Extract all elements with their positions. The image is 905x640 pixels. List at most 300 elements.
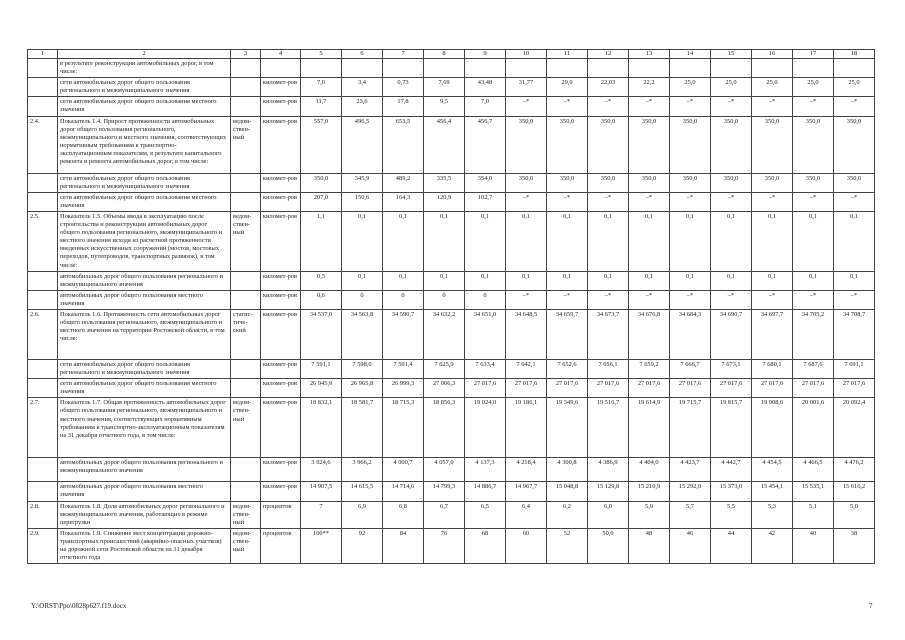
value-cell: 7,69: [424, 78, 465, 97]
value-cell: 52: [547, 528, 588, 563]
row-number-cell: [28, 482, 58, 501]
value-cell: 4 137,3: [465, 458, 506, 482]
indicator-name-cell: Показатель 1.9. Снижение мест концентрации дорожно-транспортных происшествий (аварийно-опасных участков) на дорожной сети Ростовской области на 31 декабря отчетного года: [58, 528, 231, 563]
table-row: [28, 211, 875, 271]
value-cell: 350,0: [506, 173, 547, 192]
value-cell: 6,0: [588, 501, 629, 528]
column-header: 13: [629, 50, 670, 59]
value-cell: 19 024,0: [465, 398, 506, 458]
unit-cell: километ-ров: [261, 116, 301, 173]
indicator-name-cell: сети автомобильных дорог общего пользования местного значения: [58, 97, 231, 116]
value-cell: 0,1: [424, 271, 465, 290]
value-cell: 34 648,5: [506, 309, 547, 359]
value-cell: 0,1: [342, 271, 383, 290]
value-cell: 27 006,3: [424, 379, 465, 398]
value-cell: –*: [752, 97, 793, 116]
value-cell: 7,0: [465, 97, 506, 116]
value-cell: 27 017,6: [670, 379, 711, 398]
value-cell: –*: [752, 192, 793, 211]
source-cell: статис-тиче-ский: [231, 309, 261, 359]
value-cell: 19 349,6: [547, 398, 588, 458]
column-header: 2: [58, 50, 231, 59]
value-cell: 27 017,6: [465, 379, 506, 398]
value-cell: 7,0: [301, 78, 342, 97]
value-cell: 0,6: [301, 290, 342, 309]
value-cell: 25,0: [752, 78, 793, 97]
value-cell: 0,1: [547, 211, 588, 271]
indicator-name-cell: сети автомобильных дорог общего пользования регионального и межмуниципального значения: [58, 173, 231, 192]
unit-cell: километ-ров: [261, 271, 301, 290]
value-cell: 14 886,7: [465, 482, 506, 501]
indicator-name-cell: сети автомобильных дорог общего пользования местного значения: [58, 192, 231, 211]
value-cell: [670, 59, 711, 78]
value-cell: 34 690,7: [711, 309, 752, 359]
value-cell: 0,1: [424, 211, 465, 271]
value-cell: 350,0: [752, 116, 793, 173]
value-cell: 15 373,0: [711, 482, 752, 501]
indicator-name-cell: в результате реконструкции автомобильных дорог, в том числе:: [58, 59, 231, 78]
value-cell: [465, 59, 506, 78]
value-cell: 6,2: [547, 501, 588, 528]
source-cell: ведом-ствен-ный: [231, 528, 261, 563]
value-cell: 120,9: [424, 192, 465, 211]
value-cell: –*: [506, 192, 547, 211]
unit-cell: километ-ров: [261, 211, 301, 271]
value-cell: 60: [506, 528, 547, 563]
value-cell: 19 815,7: [711, 398, 752, 458]
value-cell: –*: [506, 97, 547, 116]
value-cell: –*: [588, 97, 629, 116]
value-cell: 350,0: [547, 173, 588, 192]
value-cell: 7 625,9: [424, 359, 465, 378]
value-cell: 0,1: [629, 211, 670, 271]
value-cell: 14 615,5: [342, 482, 383, 501]
row-number-cell: 2.9.: [28, 528, 58, 563]
column-header: 15: [711, 50, 752, 59]
value-cell: 0,1: [342, 211, 383, 271]
table-row: [28, 528, 875, 563]
value-cell: 3 966,2: [342, 458, 383, 482]
value-cell: 4 466,5: [793, 458, 834, 482]
value-cell: 0: [342, 290, 383, 309]
column-header: 10: [506, 50, 547, 59]
unit-cell: километ-ров: [261, 192, 301, 211]
value-cell: 34 651,0: [465, 309, 506, 359]
row-number-cell: [28, 379, 58, 398]
value-cell: 34 659,7: [547, 309, 588, 359]
value-cell: 7 687,6: [793, 359, 834, 378]
value-cell: 22,03: [588, 78, 629, 97]
source-cell: [231, 379, 261, 398]
source-cell: ведом-ствен-ный: [231, 398, 261, 458]
value-cell: 0: [383, 290, 424, 309]
value-cell: 34 563,8: [342, 309, 383, 359]
value-cell: 27 017,6: [547, 379, 588, 398]
value-cell: –*: [752, 290, 793, 309]
value-cell: 0,1: [834, 211, 875, 271]
column-header: 3: [231, 50, 261, 59]
indicator-name-cell: Показатель 1.8. Доля автомобильных дорог регионального и межмуниципального значения, работающих в режиме перегрузки: [58, 501, 231, 528]
value-cell: 6,7: [424, 501, 465, 528]
value-cell: 7 591,4: [383, 359, 424, 378]
value-cell: 0,1: [465, 211, 506, 271]
source-cell: [231, 271, 261, 290]
value-cell: 34 697,7: [752, 309, 793, 359]
unit-cell: [261, 59, 301, 78]
indicator-name-cell: сети автомобильных дорог общего пользования местного значения: [58, 379, 231, 398]
value-cell: 44: [711, 528, 752, 563]
value-cell: 18 832,1: [301, 398, 342, 458]
value-cell: –*: [629, 290, 670, 309]
value-cell: [547, 59, 588, 78]
value-cell: –*: [588, 290, 629, 309]
value-cell: 14 799,3: [424, 482, 465, 501]
value-cell: [424, 59, 465, 78]
value-cell: 18 856,3: [424, 398, 465, 458]
row-number-cell: 2.4.: [28, 116, 58, 173]
value-cell: 0,1: [752, 271, 793, 290]
value-cell: 350,0: [834, 173, 875, 192]
value-cell: 3,4: [342, 78, 383, 97]
row-number-cell: [28, 359, 58, 378]
value-cell: 34 673,7: [588, 309, 629, 359]
value-cell: 92: [342, 528, 383, 563]
value-cell: 0,1: [465, 271, 506, 290]
value-cell: –*: [793, 290, 834, 309]
source-cell: [231, 97, 261, 116]
value-cell: 31,77: [506, 78, 547, 97]
value-cell: [752, 59, 793, 78]
value-cell: [834, 59, 875, 78]
value-cell: –*: [547, 97, 588, 116]
value-cell: 14 967,7: [506, 482, 547, 501]
value-cell: 18 715,3: [383, 398, 424, 458]
value-cell: 34 684,3: [670, 309, 711, 359]
value-cell: 42: [752, 528, 793, 563]
source-cell: ведом-ствен-ный: [231, 501, 261, 528]
value-cell: 0,1: [506, 211, 547, 271]
row-number-cell: [28, 290, 58, 309]
value-cell: 25,0: [711, 78, 752, 97]
value-cell: 48: [629, 528, 670, 563]
value-cell: 0,73: [383, 78, 424, 97]
indicator-name-cell: автомобильных дорог общего пользования регионального и межмуниципального значения: [58, 458, 231, 482]
row-number-cell: [28, 78, 58, 97]
column-header: 18: [834, 50, 875, 59]
row-number-cell: 2.7.: [28, 398, 58, 458]
unit-cell: километ-ров: [261, 458, 301, 482]
value-cell: 7 656,1: [588, 359, 629, 378]
value-cell: –*: [629, 97, 670, 116]
value-cell: 27 017,6: [506, 379, 547, 398]
value-cell: 15 129,8: [588, 482, 629, 501]
value-cell: 4 000,7: [383, 458, 424, 482]
value-cell: 22,2: [629, 78, 670, 97]
value-cell: 27 017,6: [752, 379, 793, 398]
value-cell: 17,8: [383, 97, 424, 116]
value-cell: 9,5: [424, 97, 465, 116]
value-cell: 25,0: [834, 78, 875, 97]
value-cell: –*: [506, 290, 547, 309]
value-cell: 5,0: [834, 501, 875, 528]
value-cell: –*: [547, 192, 588, 211]
value-cell: 43,48: [465, 78, 506, 97]
value-cell: 4 442,7: [711, 458, 752, 482]
value-cell: 26 999,3: [383, 379, 424, 398]
value-cell: 34 676,8: [629, 309, 670, 359]
value-cell: –*: [588, 192, 629, 211]
indicator-name-cell: сети автомобильных дорог общего пользования регионального и межмуниципального значения: [58, 359, 231, 378]
value-cell: –*: [834, 192, 875, 211]
table-row: [28, 116, 875, 173]
row-number-cell: [28, 173, 58, 192]
value-cell: 27 017,6: [834, 379, 875, 398]
indicator-name-cell: Показатель 1.7. Общая протяженность автомобильных дорог общего пользования регионального, межмуниципального и местного значения, соответствующих нормативным требованиям к транспортно-эксплуатационным показателям на 31 декабря отчетного года, в том числе:: [58, 398, 231, 458]
value-cell: 456,4: [424, 116, 465, 173]
value-cell: 350,0: [711, 116, 752, 173]
source-cell: [231, 78, 261, 97]
value-cell: 76: [424, 528, 465, 563]
value-cell: 19 908,6: [752, 398, 793, 458]
value-cell: [588, 59, 629, 78]
value-cell: 4 218,4: [506, 458, 547, 482]
value-cell: [711, 59, 752, 78]
value-cell: 38: [834, 528, 875, 563]
value-cell: 23,6: [342, 97, 383, 116]
value-cell: 0,1: [711, 211, 752, 271]
value-cell: 0,1: [506, 271, 547, 290]
value-cell: 34 708,7: [834, 309, 875, 359]
value-cell: 0,1: [383, 211, 424, 271]
indicator-name-cell: Показатель 1.6. Протяженность сети автомобильных дорог общего пользования регионального, межмуниципального и местного значения на территории Ростовской области, в том числе:: [58, 309, 231, 359]
value-cell: 26 965,8: [342, 379, 383, 398]
value-cell: 5,7: [670, 501, 711, 528]
value-cell: 4 476,2: [834, 458, 875, 482]
unit-cell: километ-ров: [261, 482, 301, 501]
value-cell: 11,7: [301, 97, 342, 116]
value-cell: 0: [424, 290, 465, 309]
value-cell: 0,1: [383, 271, 424, 290]
value-cell: 7 673,1: [711, 359, 752, 378]
value-cell: 15 535,1: [793, 482, 834, 501]
unit-cell: километ-ров: [261, 290, 301, 309]
value-cell: –*: [629, 192, 670, 211]
source-cell: [231, 59, 261, 78]
value-cell: 350,0: [588, 173, 629, 192]
value-cell: 0,1: [793, 271, 834, 290]
value-cell: 7 642,1: [506, 359, 547, 378]
value-cell: 0,1: [793, 211, 834, 271]
unit-cell: километ-ров: [261, 309, 301, 359]
source-cell: [231, 458, 261, 482]
value-cell: 0,1: [588, 211, 629, 271]
value-cell: 14 714,6: [383, 482, 424, 501]
value-cell: 350,0: [752, 173, 793, 192]
value-cell: 7 591,1: [301, 359, 342, 378]
value-cell: 0,1: [670, 271, 711, 290]
value-cell: [342, 59, 383, 78]
value-cell: 7 633,4: [465, 359, 506, 378]
indicator-name-cell: автомобильных дорог общего пользования регионального и межмуниципального значения: [58, 271, 231, 290]
value-cell: 15 210,9: [629, 482, 670, 501]
value-cell: 496,5: [342, 116, 383, 173]
value-cell: 46: [670, 528, 711, 563]
table-row: [28, 398, 875, 458]
value-cell: 15 616,2: [834, 482, 875, 501]
value-cell: 5,5: [711, 501, 752, 528]
value-cell: 68: [465, 528, 506, 563]
source-cell: [231, 192, 261, 211]
value-cell: 50,0: [588, 528, 629, 563]
value-cell: 350,0: [588, 116, 629, 173]
value-cell: 164,3: [383, 192, 424, 211]
value-cell: 350,0: [711, 173, 752, 192]
value-cell: 350,0: [629, 116, 670, 173]
value-cell: 102,7: [465, 192, 506, 211]
column-header: 11: [547, 50, 588, 59]
value-cell: 7 659,2: [629, 359, 670, 378]
table-row: [28, 379, 875, 398]
value-cell: 34 632,2: [424, 309, 465, 359]
value-cell: 34 590,7: [383, 309, 424, 359]
value-cell: 15 454,1: [752, 482, 793, 501]
value-cell: 27 017,6: [629, 379, 670, 398]
indicator-name-cell: сети автомобильных дорог общего пользования регионального и межмуниципального значения: [58, 78, 231, 97]
table-row: [28, 192, 875, 211]
value-cell: –*: [670, 192, 711, 211]
value-cell: 4 454,5: [752, 458, 793, 482]
value-cell: 6,4: [506, 501, 547, 528]
row-number-cell: [28, 458, 58, 482]
value-cell: 0: [465, 290, 506, 309]
value-cell: 3 924,6: [301, 458, 342, 482]
table-row: [28, 359, 875, 378]
value-cell: 20 092,4: [834, 398, 875, 458]
value-cell: –*: [834, 290, 875, 309]
value-cell: 25,0: [793, 78, 834, 97]
value-cell: –*: [711, 290, 752, 309]
value-cell: 335,5: [424, 173, 465, 192]
value-cell: 7 680,1: [752, 359, 793, 378]
unit-cell: километ-ров: [261, 97, 301, 116]
value-cell: 350,0: [670, 116, 711, 173]
column-header: 7: [383, 50, 424, 59]
value-cell: 20 001,6: [793, 398, 834, 458]
value-cell: 34 705,2: [793, 309, 834, 359]
value-cell: 0,1: [752, 211, 793, 271]
value-cell: 18 581,7: [342, 398, 383, 458]
row-number-cell: [28, 271, 58, 290]
page-number: 7: [869, 602, 873, 610]
value-cell: 27 017,6: [711, 379, 752, 398]
source-cell: ведом-ствен-ный: [231, 211, 261, 271]
value-cell: 0,1: [670, 211, 711, 271]
value-cell: 7: [301, 501, 342, 528]
row-number-cell: 2.5.: [28, 211, 58, 271]
value-cell: 15 048,8: [547, 482, 588, 501]
value-cell: 350,0: [670, 173, 711, 192]
value-cell: –*: [834, 97, 875, 116]
value-cell: 4 386,9: [588, 458, 629, 482]
value-cell: 19 516,7: [588, 398, 629, 458]
table-row: [28, 501, 875, 528]
value-cell: 456,7: [465, 116, 506, 173]
value-cell: 0,5: [301, 271, 342, 290]
unit-cell: километ-ров: [261, 359, 301, 378]
table-row: [28, 482, 875, 501]
source-cell: [231, 173, 261, 192]
column-header: 14: [670, 50, 711, 59]
row-number-cell: [28, 192, 58, 211]
unit-cell: процентов: [261, 501, 301, 528]
value-cell: –*: [670, 97, 711, 116]
value-cell: 29,0: [547, 78, 588, 97]
value-cell: 19 715,7: [670, 398, 711, 458]
value-cell: 5,1: [793, 501, 834, 528]
value-cell: 25,0: [670, 78, 711, 97]
value-cell: 7 691,1: [834, 359, 875, 378]
table-row: [28, 458, 875, 482]
value-cell: 7 598,0: [342, 359, 383, 378]
value-cell: [506, 59, 547, 78]
unit-cell: километ-ров: [261, 379, 301, 398]
column-header: 12: [588, 50, 629, 59]
value-cell: 34 537,0: [301, 309, 342, 359]
value-cell: 0,1: [629, 271, 670, 290]
header-row: [28, 50, 875, 59]
value-cell: 4 300,8: [547, 458, 588, 482]
value-cell: 4 404,0: [629, 458, 670, 482]
value-cell: 6,8: [383, 501, 424, 528]
value-cell: 27 017,6: [588, 379, 629, 398]
row-number-cell: [28, 97, 58, 116]
value-cell: 207,0: [301, 192, 342, 211]
indicator-name-cell: Показатель 1.4. Прирост протяженности автомобильных дорог общего пользования регионального, межмуниципального и местного значения, соответствующих нормативным требованиям к транспортно-эксплуатационным показателям, в результате капитального ремонта и ремонта автомобильных дорог, в том числе:: [58, 116, 231, 173]
value-cell: 7 666,7: [670, 359, 711, 378]
unit-cell: километ-ров: [261, 398, 301, 458]
value-cell: 350,0: [301, 173, 342, 192]
value-cell: –*: [711, 192, 752, 211]
value-cell: 5,9: [629, 501, 670, 528]
value-cell: –*: [547, 290, 588, 309]
value-cell: 4 057,0: [424, 458, 465, 482]
table-row: [28, 290, 875, 309]
value-cell: 150,6: [342, 192, 383, 211]
row-number-cell: 2.8.: [28, 501, 58, 528]
value-cell: 5,3: [752, 501, 793, 528]
value-cell: 0,1: [547, 271, 588, 290]
value-cell: 26 945,9: [301, 379, 342, 398]
value-cell: 354,0: [465, 173, 506, 192]
column-header: 5: [301, 50, 342, 59]
value-cell: 19 614,9: [629, 398, 670, 458]
column-header: 1: [28, 50, 58, 59]
indicator-name-cell: автомобильных дорог общего пользования местного значения: [58, 482, 231, 501]
value-cell: 489,2: [383, 173, 424, 192]
value-cell: 0,1: [711, 271, 752, 290]
column-header: 16: [752, 50, 793, 59]
source-cell: [231, 482, 261, 501]
value-cell: 27 017,6: [793, 379, 834, 398]
source-cell: ведом-ствен-ный: [231, 116, 261, 173]
value-cell: 4 423,7: [670, 458, 711, 482]
value-cell: 14 907,5: [301, 482, 342, 501]
column-header: 6: [342, 50, 383, 59]
value-cell: 345,9: [342, 173, 383, 192]
value-cell: 19 186,1: [506, 398, 547, 458]
column-header: 4: [261, 50, 301, 59]
column-header: 17: [793, 50, 834, 59]
